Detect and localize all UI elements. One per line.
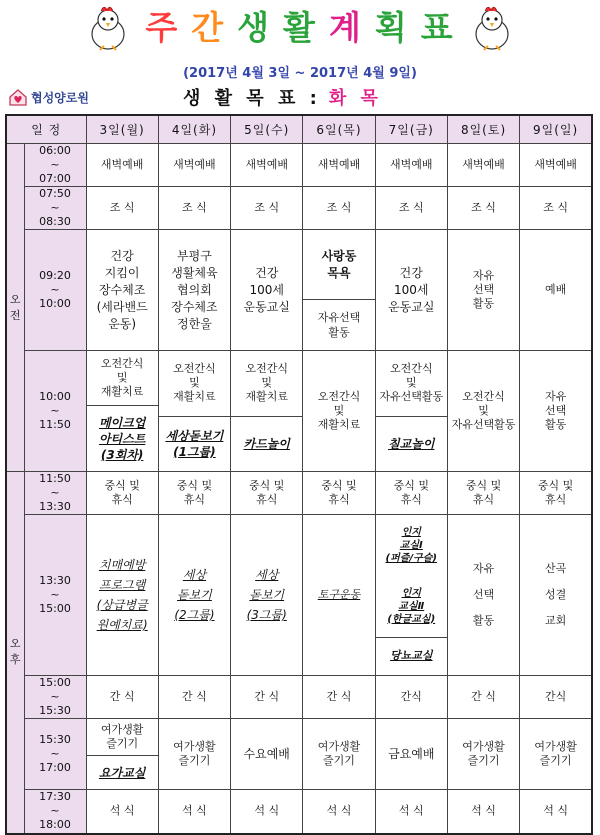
schedule-subcell: 칠교놀이: [376, 416, 447, 471]
schedule-cell: 여가생활 즐기기: [520, 719, 592, 790]
schedule-cell: 간식: [520, 676, 592, 719]
table-row: [6, 351, 592, 472]
schedule-cell: 새벽예배: [375, 144, 447, 187]
schedule-cell: 건강 지킴이 장수체조 (세라밴드 운동): [86, 230, 158, 351]
schedule-subcell: 인지 교실Ⅰ (퍼즐/구슬): [385, 526, 437, 564]
time-cell: 15:00 ~ 15:30: [24, 676, 86, 719]
table-row: [6, 187, 592, 230]
schedule-cell: 자유 선택 활동: [447, 515, 519, 676]
schedule-cell: [231, 351, 303, 472]
day-header: 3일(월): [86, 115, 158, 144]
date-range: (2017년 4월 3일 ~ 2017년 4월 9일): [183, 66, 417, 81]
schedule-cell: 중식 및 휴식: [158, 472, 230, 515]
schedule-subcell: 자유선택 활동: [303, 299, 374, 350]
schedule-cell: 금요예배: [375, 719, 447, 790]
table-row: [6, 230, 592, 351]
schedule-cell: 조 식: [303, 187, 375, 230]
schedule-cell: 석 식: [520, 790, 592, 834]
title-char: 주: [145, 8, 180, 47]
schedule-cell: [86, 351, 158, 472]
schedule-cell: 여가생활 즐기기: [447, 719, 519, 790]
pm-label: 오 후: [6, 472, 24, 834]
title-char: 생: [237, 8, 272, 47]
schedule-cell: 자유 선택 활동: [447, 230, 519, 351]
schedule-cell: 치매예방 프로그램 (상급병글 원예치료): [86, 515, 158, 676]
time-cell: 17:30 ~ 18:00: [24, 790, 86, 834]
schedule-cell: 새벽예배: [520, 144, 592, 187]
schedule-cell: 석 식: [86, 790, 158, 834]
schedule-subcell: 카드놀이: [231, 416, 302, 471]
time-cell: 13:30 ~ 15:00: [24, 515, 86, 676]
day-header: 6일(목): [303, 115, 375, 144]
schedule-subcell: 당뇨교실: [376, 637, 447, 675]
schedule-cell: 새벽예배: [158, 144, 230, 187]
schedule-cell: 중식 및 휴식: [303, 472, 375, 515]
title-char: 표: [420, 8, 455, 47]
table-row: [6, 144, 592, 187]
am-label: 오 전: [6, 144, 24, 472]
schedule-cell: 간 식: [158, 676, 230, 719]
time-cell: 10:00 ~ 11:50: [24, 351, 86, 472]
day-header: 9일(일): [520, 115, 592, 144]
schedule-cell: 간 식: [447, 676, 519, 719]
time-cell: 06:00 ~ 07:00: [24, 144, 86, 187]
schedule-cell: 여가생활 즐기기: [158, 719, 230, 790]
page-title: [0, 8, 600, 48]
schedule-cell: 석 식: [158, 790, 230, 834]
schedule-cell: 부평구 생활체육 협의회 장수체조 정한울: [158, 230, 230, 351]
schedule-subcell: 요가교실: [87, 755, 158, 789]
schedule-subcell: 메이크업 아티스트 (3회차): [87, 405, 158, 471]
schedule-subcell: 오전간식 및 재활치료: [173, 362, 216, 404]
schedule-cell: 간식: [375, 676, 447, 719]
table-row: [6, 719, 592, 790]
schedule-cell: 조 식: [158, 187, 230, 230]
day-header: 4일(화): [158, 115, 230, 144]
schedule-cell: [86, 719, 158, 790]
time-cell: 15:30 ~ 17:00: [24, 719, 86, 790]
schedule-subcell: 오전간식 및 재활치료: [100, 357, 144, 399]
schedule-cell: 산곡 성결 교회: [520, 515, 592, 676]
time-cell: 09:20 ~ 10:00: [24, 230, 86, 351]
title-char: 계: [328, 8, 363, 47]
schedule-cell: 세상 돋보기 (2그룹): [158, 515, 230, 676]
time-cell: 07:50 ~ 08:30: [24, 187, 86, 230]
schedule-subcell: 인지 교실Ⅱ (한글교실): [387, 587, 436, 625]
schedule-cell: 자유 선택 활동: [520, 351, 592, 472]
schedule-cell: 새벽예배: [303, 144, 375, 187]
table-row: [6, 676, 592, 719]
schedule-cell: [158, 351, 230, 472]
schedule-cell: 수요예배: [231, 719, 303, 790]
schedule-table: [5, 114, 593, 835]
schedule-cell: 간 식: [231, 676, 303, 719]
schedule-cell: 석 식: [447, 790, 519, 834]
title-char: 간: [191, 8, 226, 47]
title-char: 획: [374, 8, 409, 47]
table-row: [6, 472, 592, 515]
goal-value: 화 목: [328, 88, 382, 109]
schedule-cell: 간 식: [86, 676, 158, 719]
schedule-cell: 조 식: [231, 187, 303, 230]
schedule-cell: 석 식: [375, 790, 447, 834]
schedule-cell: 조 식: [520, 187, 592, 230]
schedule-cell: [375, 351, 447, 472]
org-label: [8, 88, 89, 106]
schedule-cell: 건강 100세 운동교실: [375, 230, 447, 351]
day-header: 7일(금): [375, 115, 447, 144]
schedule-cell: 석 식: [231, 790, 303, 834]
table-row: [6, 790, 592, 834]
schedule-cell: 중식 및 휴식: [375, 472, 447, 515]
life-goal: [183, 84, 382, 110]
schedule-cell: 중식 및 휴식: [520, 472, 592, 515]
schedule-subcell: 세상돋보기 (1그룹): [159, 416, 230, 471]
schedule-cell: 새벽예배: [447, 144, 519, 187]
schedule-cell: [303, 230, 375, 351]
schedule-cell: 토구운동: [303, 515, 375, 676]
schedule-cell: 새벽예배: [231, 144, 303, 187]
schedule-cell: 예배: [520, 230, 592, 351]
schedule-cell: 중식 및 휴식: [231, 472, 303, 515]
schedule-cell: 중식 및 휴식: [447, 472, 519, 515]
day-header: 8일(토): [447, 115, 519, 144]
schedule-subcell: 오전간식 및 재활치료: [245, 362, 288, 404]
schedule-cell: 석 식: [303, 790, 375, 834]
org-name: 협성양로원: [31, 90, 89, 105]
period-header: 일 정: [6, 115, 86, 144]
time-cell: 11:50 ~ 13:30: [24, 472, 86, 515]
header-row: [6, 115, 592, 144]
home-heart-icon: [8, 88, 28, 106]
schedule-cell: 건강 100세 운동교실: [231, 230, 303, 351]
schedule-cell: 새벽예배: [86, 144, 158, 187]
schedule-cell: 조 식: [86, 187, 158, 230]
schedule-subcell: 오전간식 및 자유선택활동: [379, 362, 444, 404]
day-header: 5일(수): [231, 115, 303, 144]
title-char: 활: [283, 8, 317, 47]
schedule-cell: 조 식: [375, 187, 447, 230]
schedule-subcell: 여가생활 즐기기: [100, 723, 144, 751]
schedule-cell: 조 식: [447, 187, 519, 230]
schedule-cell: 오전간식 및 재활치료: [303, 351, 375, 472]
schedule-cell: 중식 및 휴식: [86, 472, 158, 515]
schedule-cell: 여가생활 즐기기: [303, 719, 375, 790]
schedule-subcell: 사랑동 목욕: [321, 248, 357, 280]
schedule-cell: [375, 515, 447, 676]
goal-label: 생 활 목 표 :: [183, 88, 321, 109]
schedule-cell: 오전간식 및 자유선택활동: [447, 351, 519, 472]
schedule-cell: 세상 돋보기 (3그룹): [231, 515, 303, 676]
schedule-cell: 간 식: [303, 676, 375, 719]
table-row: [6, 515, 592, 676]
